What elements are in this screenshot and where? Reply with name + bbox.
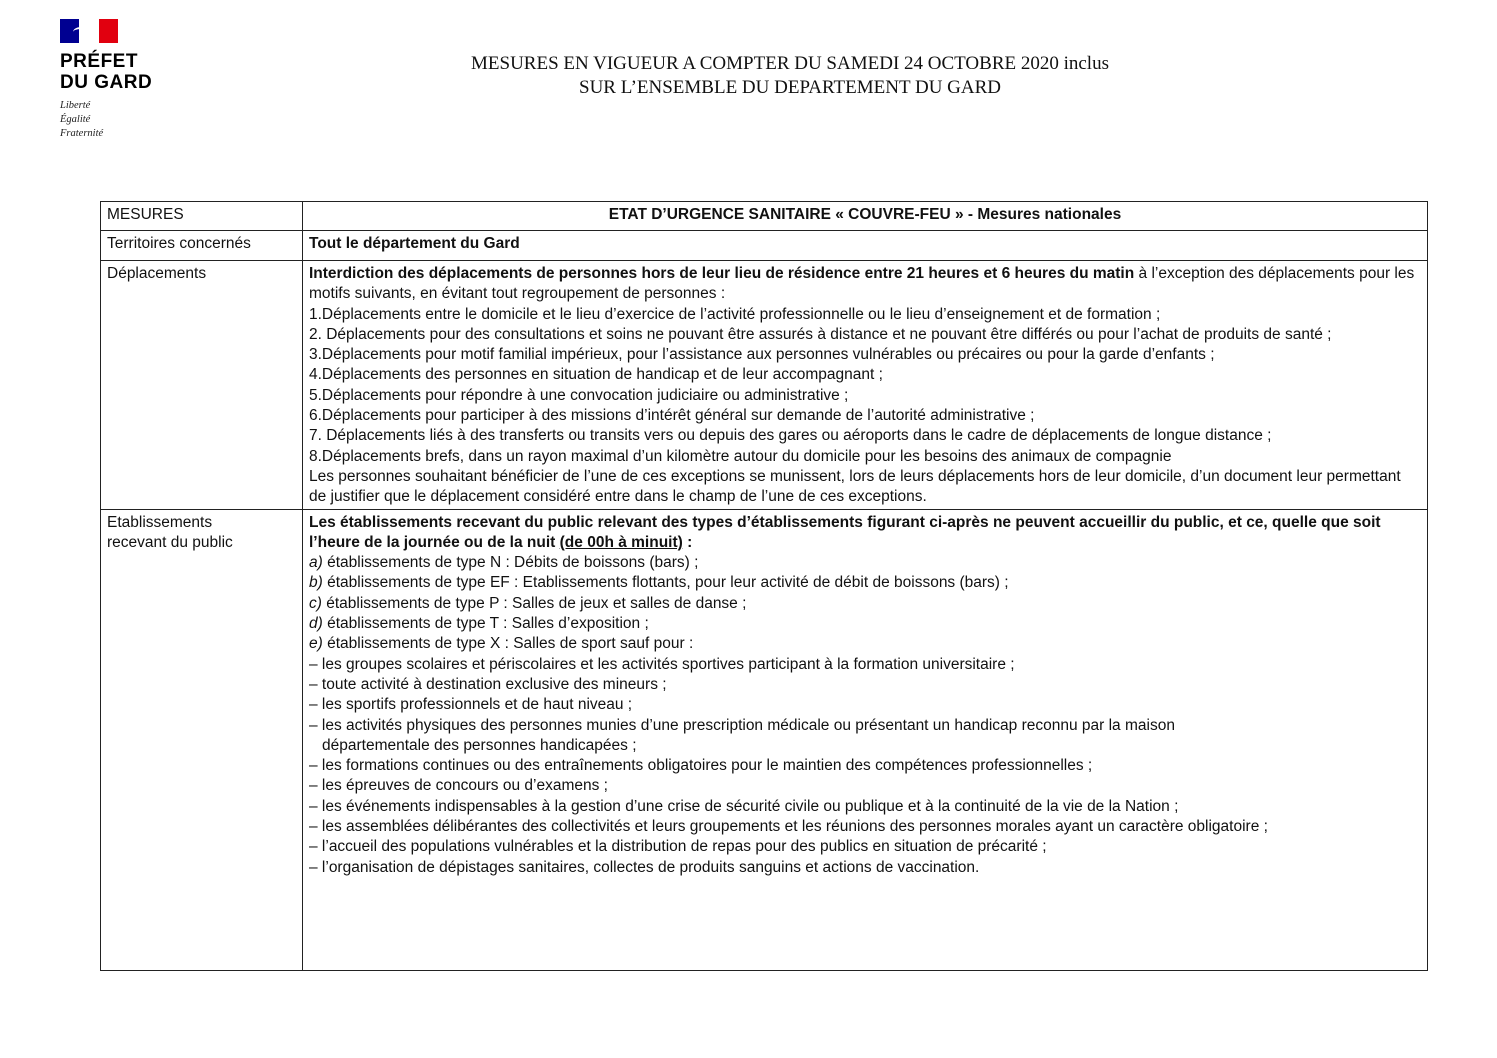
list-item: 6.Déplacements pour participer à des missions d’intérêt général sur demande de l’autorité administrative ; xyxy=(309,407,1035,425)
deplacements-row xyxy=(101,261,1428,510)
territory-value: Tout le département du Gard xyxy=(303,231,1428,261)
exception-item: – les assemblées délibérantes des collectivités et leurs groupements et les réunions des personnes morales ayant un caractère obligatoire ; xyxy=(309,818,1268,836)
exception-item: – les événements indispensables à la gestion d’une crise de sécurité civile ou publique et à la continuité de la vie de la Nation ; xyxy=(309,797,1179,815)
exception-item: – l’accueil des populations vulnérables et la distribution de repas pour des publics en situation de précarité ; xyxy=(309,838,1047,856)
erp-label: Etablissements recevant du public xyxy=(101,509,303,970)
list-item: c) établissements de type P : Salles de jeux et salles de danse ; xyxy=(309,594,747,612)
exception-item: – les groupes scolaires et périscolaires et les activités sportives participant à la formation universitaire ; xyxy=(309,655,1015,673)
exception-item: – les activités physiques des personnes munies d’une prescription médicale ou présentant un handicap reconnu par la maison xyxy=(309,716,1175,734)
list-item: 3.Déplacements pour motif familial impérieux, pour l’assistance aux personnes vulnérables ou précaires ou pour la garde d’enfants ; xyxy=(309,346,1215,364)
header-title-cell: ETAT D’URGENCE SANITAIRE « COUVRE-FEU » - Mesures nationales xyxy=(303,202,1428,231)
territory-row xyxy=(101,231,1428,261)
title-line-1: MESURES EN VIGUEUR A COMPTER DU SAMEDI 24 OCTOBRE 2020 inclus xyxy=(471,53,1109,74)
erp-intro: Les établissements recevant du public relevant des types d’établissements figurant ci-après ne peuvent accueillir du public, et ce, quelle que soit l’heure de la journée ou de la nuit (de 00h à minuit) : xyxy=(309,513,1381,551)
list-item: 4.Déplacements des personnes en situation de handicap et de leur accompagnant ; xyxy=(309,366,883,384)
territory-label: Territoires concernés xyxy=(101,231,303,261)
erp-content xyxy=(303,509,1428,970)
list-item: 2. Déplacements pour des consultations et soins ne pouvant être assurés à distance et ne pouvant être différés ou pour l’achat de produits de santé ; xyxy=(309,325,1332,343)
list-item: 5.Déplacements pour répondre à une convocation judiciaire ou administrative ; xyxy=(309,386,849,404)
exception-item: – les sportifs professionnels et de haut niveau ; xyxy=(309,696,633,714)
prefecture-name: PRÉFET DU GARD xyxy=(60,51,153,93)
list-item: 1.Déplacements entre le domicile et le lieu d’exercice de l’activité professionnelle ou le lieu d’enseignement et de formation ; xyxy=(309,305,1161,323)
measures-table xyxy=(100,201,1428,971)
list-item: 8.Déplacements brefs, dans un rayon maximal d’un kilomètre autour du domicile pour les besoins des animaux de compagnie xyxy=(309,447,1172,465)
exception-item: – l’organisation de dépistages sanitaires, collectes de produits sanguins et actions de vaccination. xyxy=(309,858,980,876)
list-item: d) établissements de type T : Salles d’exposition ; xyxy=(309,615,649,633)
deplacements-content xyxy=(303,261,1428,510)
list-item: e) établissements de type X : Salles de sport sauf pour : xyxy=(309,635,694,653)
republic-motto: Liberté Égalité Fraternité xyxy=(60,100,104,139)
deplacements-closing: Les personnes souhaitant bénéficier de l’une de ces exceptions se munissent, lors de leurs déplacements hors de leur domicile, d’un document leur permettant de justifier que le déplacement considéré entre dans le champ de l’une de ces exceptions. xyxy=(309,467,1401,506)
prefecture-logo xyxy=(60,19,190,141)
document-title xyxy=(340,52,1240,100)
header-label-cell: MESURES xyxy=(101,202,303,231)
erp-row xyxy=(101,509,1428,970)
deplacements-intro: Interdiction des déplacements de personnes hors de leur lieu de résidence entre 21 heures et 6 heures du matin à l’exception des déplacements pour les motifs suivants, en évitant tout regroupement de personnes : xyxy=(309,265,1415,303)
tricolor-flag-icon xyxy=(60,19,118,43)
list-item: a) établissements de type N : Débits de boissons (bars) ; xyxy=(309,554,699,572)
list-item: b) établissements de type EF : Etablissements flottants, pour leur activité de débit de boissons (bars) ; xyxy=(309,574,1009,592)
list-item: 7. Déplacements liés à des transferts ou transits vers ou depuis des gares ou aéroports dans le cadre de déplacements de longue distance ; xyxy=(309,427,1272,445)
exception-item: – toute activité à destination exclusive des mineurs ; xyxy=(309,675,667,693)
exception-item: – les formations continues ou des entraînements obligatoires pour le maintien des compétences professionnelles ; xyxy=(309,757,1093,775)
exception-item: – les épreuves de concours ou d’examens ; xyxy=(309,777,608,795)
time-range-note: (de 00h à minuit) xyxy=(559,533,683,551)
title-line-2: SUR L’ENSEMBLE DU DEPARTEMENT DU GARD xyxy=(579,77,1001,98)
deplacements-label: Déplacements xyxy=(101,261,303,510)
exception-item-continued: départementale des personnes handicapées ; xyxy=(322,736,637,754)
table-header-row xyxy=(101,202,1428,231)
